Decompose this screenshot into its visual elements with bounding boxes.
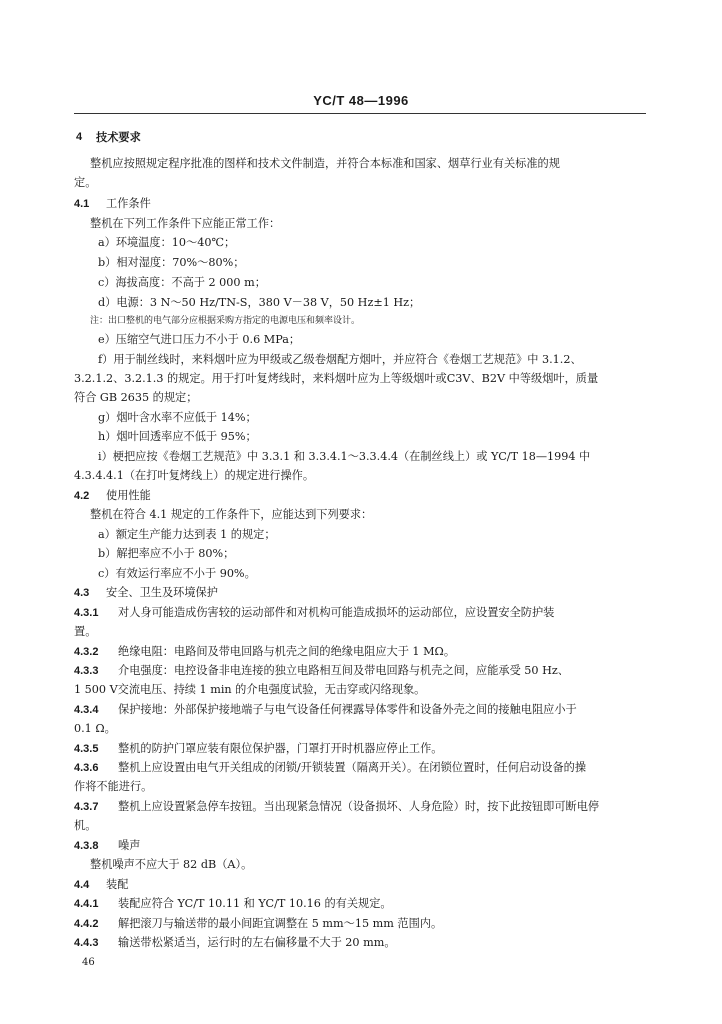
- paragraph-text: c）海拔高度：不高于 2 000 m；: [98, 276, 266, 289]
- section-heading-text: 装配: [106, 878, 129, 891]
- paragraph-text: 定。: [74, 176, 97, 189]
- paragraph-text: 机。: [74, 819, 97, 832]
- section-number: 4.3.5: [74, 743, 99, 755]
- section-number: 4.3.8: [74, 840, 99, 852]
- paragraph-text: 置。: [74, 625, 97, 638]
- section-number: 4.3: [74, 587, 90, 599]
- paragraph-text: g）烟叶含水率不应低于 14%；: [98, 411, 257, 424]
- section-number: 4.4.2: [74, 918, 99, 930]
- section-heading-text: 输送带松紧适当，运行时的左右偏移量不大于 20 mm。: [118, 936, 396, 949]
- section-number: 4.4.1: [74, 898, 99, 910]
- paragraph-text: d）电源：3 N～50 Hz/TN-S，380 V－38 V，50 Hz±1 Hz；: [98, 296, 421, 309]
- section-number: 4.1: [74, 198, 90, 210]
- paragraph-text: h）烟叶回透率应不低于 95%；: [98, 430, 257, 443]
- page-number: 46: [82, 957, 95, 968]
- paragraph-text: 3.2.1.2、3.2.1.3 的规定。用于打叶复烤线时，来料烟叶应为上等级烟叶或C3V、B2V 中等级烟叶，质量: [74, 372, 599, 385]
- paragraph-text: a）环境温度：10～40℃；: [98, 236, 236, 249]
- paragraph-text: 整机在符合 4.1 规定的工作条件下，应能达到下列要求：: [90, 508, 373, 521]
- document-header: YC/T 48—1996: [313, 93, 409, 108]
- section-heading-text: 安全、卫生及环境保护: [106, 586, 218, 599]
- paragraph-text: f）用于制丝线时，来料烟叶应为甲级或乙级卷烟配方烟叶，并应符合《卷烟工艺规范》中 3.1.2、: [98, 353, 582, 366]
- header-rule: [74, 113, 646, 114]
- section-number: 4.3.3: [74, 665, 99, 677]
- section-heading-text: 工作条件: [106, 197, 151, 210]
- paragraph-text: 0.1 Ω。: [74, 722, 116, 735]
- paragraph-text: i）梗把应按《卷烟工艺规范》中 3.3.1 和 3.3.4.1～3.3.4.4（在制丝线上）或 YC/T 18—1994 中: [98, 450, 591, 463]
- paragraph-text: 整机应按照规定程序批准的图样和技术文件制造，并符合本标准和国家、烟草行业有关标准的规: [90, 157, 560, 170]
- section-number: 4.3.2: [74, 646, 99, 658]
- paragraph-text: 符合 GB 2635 的规定；: [74, 391, 198, 404]
- paragraph-text: b）解把率应不小于 80%；: [98, 547, 235, 560]
- paragraph-text: 整机噪声不应大于 82 dB（A）。: [90, 858, 253, 871]
- paragraph-text: 4.3.4.4.1（在打叶复烤线上）的规定进行操作。: [74, 469, 315, 482]
- section-heading-text: 保护接地：外部保护接地端子与电气设备任何裸露导体零件和设备外壳之间的接触电阻应小于: [118, 703, 577, 716]
- section-number: 4.3.4: [74, 704, 99, 716]
- paragraph-text: c）有效运行率应不小于 90%。: [98, 567, 256, 580]
- section-heading-text: 整机上应设置紧急停车按钮。当出现紧急情况（设备损坏、人身危险）时，按下此按钮即可断电停: [118, 800, 600, 813]
- section-heading-text: 技术要求: [96, 130, 141, 144]
- section-number: 4.2: [74, 490, 90, 502]
- section-heading-text: 噪声: [118, 839, 141, 852]
- paragraph-text: 整机在下列工作条件下应能正常工作：: [90, 217, 281, 230]
- section-heading-text: 解把滚刀与输送带的最小间距宜调整在 5 mm～15 mm 范围内。: [118, 917, 443, 930]
- section-number: 4: [76, 131, 83, 143]
- section-number: 4.3.7: [74, 801, 99, 813]
- section-heading-text: 对人身可能造成伤害较的运动部件和对机构可能造成损坏的运动部位，应设置安全防护装: [118, 606, 555, 619]
- section-heading-text: 介电强度：电控设备非电连接的独立电路相互间及带电回路与机壳之间，应能承受 50 Hz、: [118, 664, 569, 677]
- section-number: 4.4: [74, 879, 90, 891]
- section-number: 4.3.6: [74, 762, 99, 774]
- paragraph-text: 1 500 V交流电压、持续 1 min 的介电强度试验，无击穿或闪络现象。: [74, 683, 426, 696]
- section-heading-text: 整机的防护门罩应装有限位保护器，门罩打开时机器应停止工作。: [118, 742, 443, 755]
- section-number: 4.4.3: [74, 937, 99, 949]
- section-heading-text: 绝缘电阻：电路间及带电回路与机壳之间的绝缘电阻应大于 1 MΩ。: [118, 645, 456, 658]
- paragraph-text: a）额定生产能力达到表 1 的规定；: [98, 528, 276, 541]
- paragraph-text: 作将不能进行。: [74, 780, 153, 793]
- paragraph-text: 注：出口整机的电气部分应根据采购方指定的电源电压和频率设计。: [90, 316, 361, 326]
- paragraph-text: e）压缩空气进口压力不小于 0.6 MPa；: [98, 333, 301, 346]
- paragraph-text: b）相对湿度：70%～80%；: [98, 256, 245, 269]
- section-heading-text: 整机上应设置由电气开关组成的闭锁/开锁装置（隔离开关）。在闭锁位置时，任何启动设备的操: [118, 761, 587, 774]
- section-heading-text: 使用性能: [106, 489, 151, 502]
- section-number: 4.3.1: [74, 607, 99, 619]
- section-heading-text: 装配应符合 YC/T 10.11 和 YC/T 10.16 的有关规定。: [118, 897, 392, 910]
